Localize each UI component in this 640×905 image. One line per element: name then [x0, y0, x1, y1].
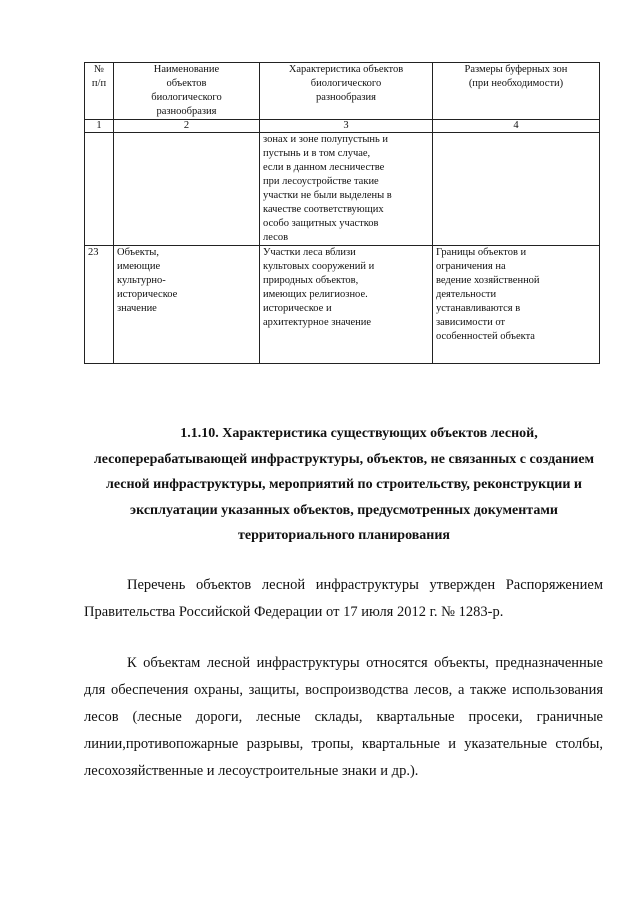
characteristic-cell: Участки леса вблизи культовых сооружений и природных объектов, имеющих религиозное. историческое и архитектурное значение: [260, 246, 433, 364]
buffer-cell: [433, 133, 600, 246]
column-number: 2: [114, 120, 260, 133]
biodiversity-table: [84, 62, 600, 364]
table-header-row: [85, 63, 600, 120]
row-number-cell: 23: [85, 246, 114, 364]
buffer-cell: Границы объектов и ограничения на ведение хозяйственной деятельности устанавливаются в зависимости от особенностей объекта: [433, 246, 600, 364]
object-name-cell: [114, 133, 260, 246]
section-heading-rest: лесоперерабатывающей инфраструктуры, объектов, не связанных с созданием лесной инфраструктуры, мероприятий по строительству, реконструкции и эксплуатации указанных объектов, предусмотренных документами территориального планирования: [93, 451, 595, 543]
paragraph-infrastructure-objects: К объектам лесной инфраструктуры относятся объекты, предназначенные для обеспечения охраны, защиты, воспроизводства лесов, а также использования лесов (лесные дороги, лесные склады, квартальные просеки, граничные линии,противопожарные разрывы, тропы, квартальные и указательные столбы, лесохозяйственные и лесоустроительные знаки и др.).: [84, 655, 603, 779]
column-number: 1: [85, 120, 114, 133]
column-number: 3: [260, 120, 433, 133]
section-heading-line1: 1.1.10. Характеристика существующих объектов лесной,: [180, 426, 538, 441]
paragraph-infrastructure-list: Перечень объектов лесной инфраструктуры утвержден Распоряжением Правительства Российской Федерации от 17 июля 2012 г. № 1283-р.: [84, 577, 603, 620]
table-row: [85, 246, 600, 364]
column-number: 4: [433, 120, 600, 133]
table-column-numbers-row: [85, 120, 600, 133]
object-name-cell: Объекты, имеющие культурно- историческое значение: [114, 246, 260, 364]
header-object-name: Наименование объектов биологического разнообразия: [114, 63, 260, 120]
table-row: [85, 133, 600, 246]
row-number-cell: [85, 133, 114, 246]
header-characteristic: Характеристика объектов биологического разнообразия: [260, 63, 433, 120]
section-heading: [84, 421, 604, 549]
header-buffer-zones: Размеры буферных зон (при необходимости): [433, 63, 600, 120]
header-number: № п/п: [85, 63, 114, 120]
characteristic-cell: зонах и зоне полупустынь и пустынь и в том случае, если в данном лесничестве при лесоустройстве такие участки не были выделены в качестве соответствующих особо защитных участков лесов: [260, 133, 433, 246]
